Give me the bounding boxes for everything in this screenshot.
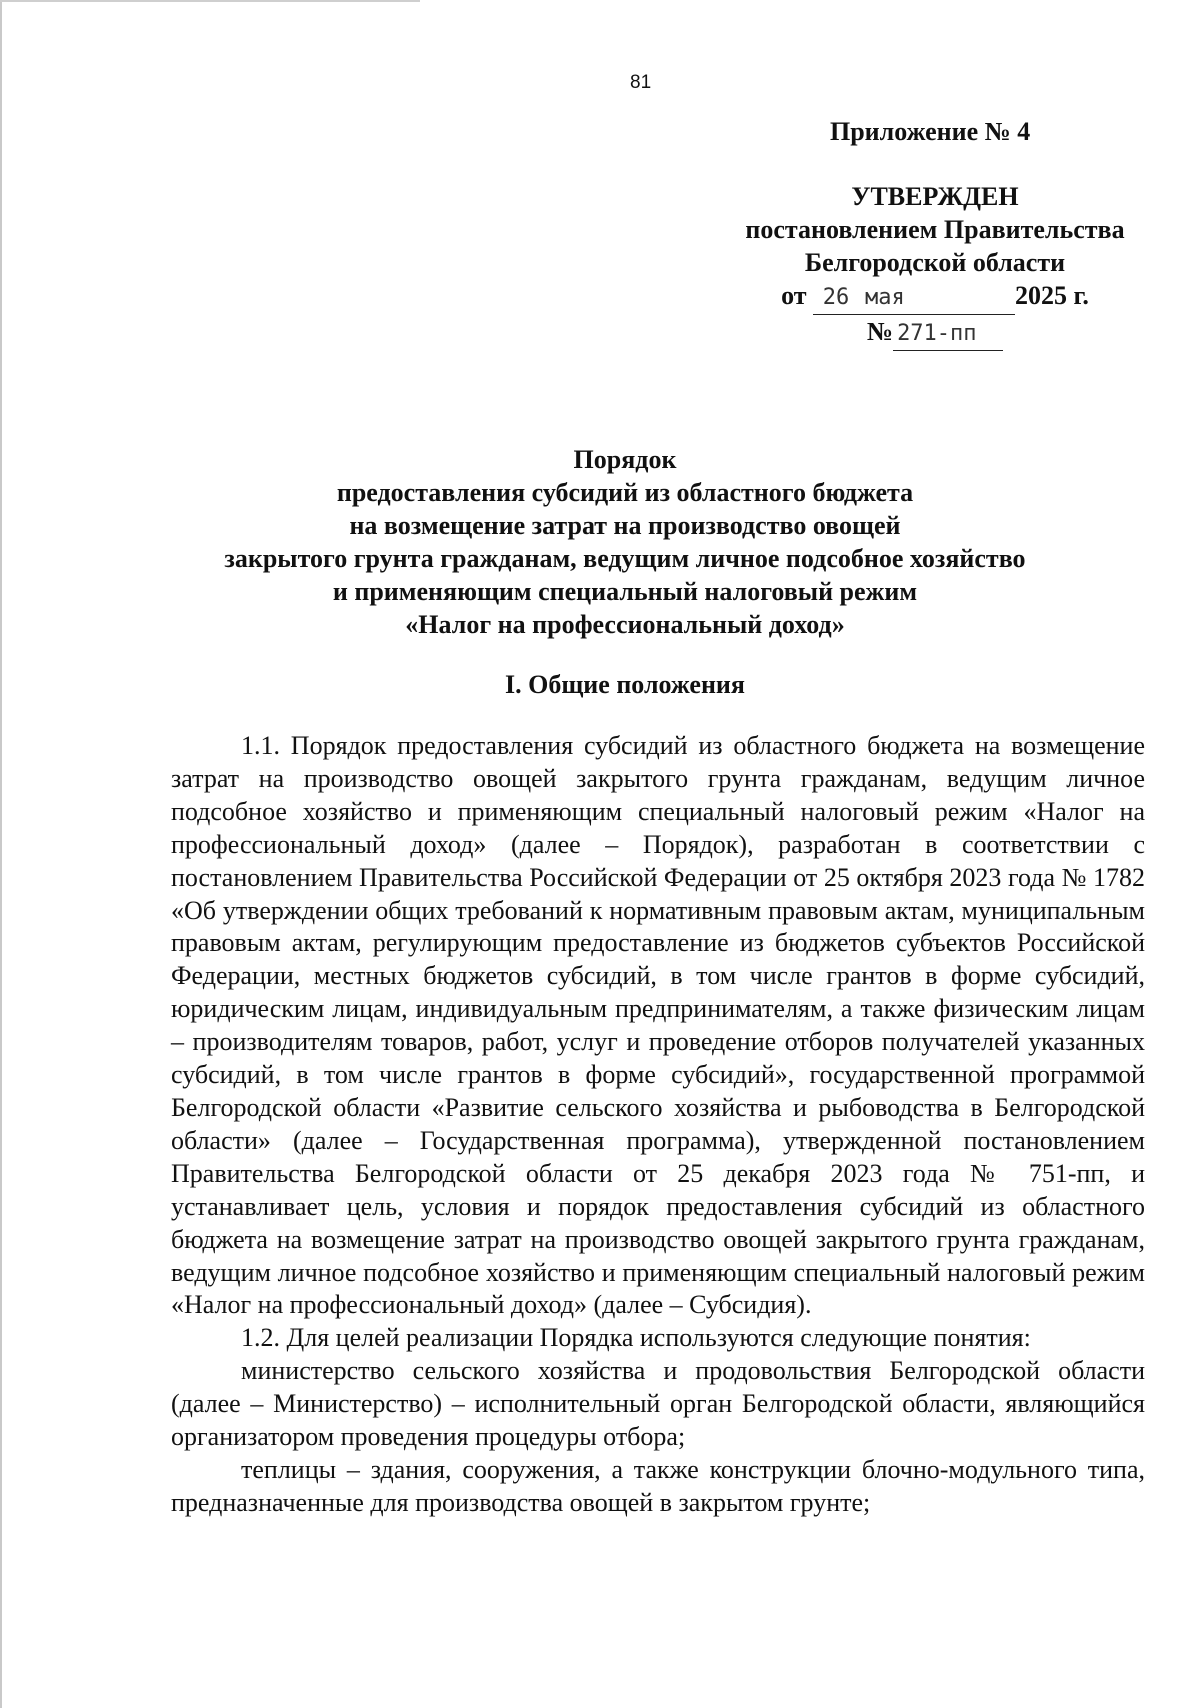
section-heading: I. Общие положения [505,670,745,699]
title-line-4: закрытого грунта гражданам, ведущим личное подсобное хозяйство [224,544,1026,573]
document-body [171,730,1145,1520]
title-line-1: Порядок [573,445,677,474]
title-line-2: предоставления субсидий из областного бюджета [336,478,914,507]
title-line-3: на возмещение затрат на производство овощей [349,511,901,540]
approval-line-1: постановлением Правительства [745,215,1125,244]
date-month-handwritten: мая [859,281,1015,315]
scan-edge-top [0,0,420,2]
title-line-5: и применяющим специальный налоговый режим [332,577,918,606]
approval-number [730,315,1140,351]
definition-ministry: министерство сельского хозяйства и продовольствия Белгородской области (далее – Министерство) – исполнительный орган Белгородской области, являющийся организатором проведения процедуры отбора; [171,1356,1145,1452]
date-year: 2025 г. [1015,281,1089,310]
approval-title: УТВЕРЖДЕН [851,182,1019,211]
paragraph-1-1: 1.1. Порядок предоставления субсидий из областного бюджета на возмещение затрат на производство овощей закрытого грунта гражданам, ведущим личное подсобное хозяйство и применяющим специальный налоговый режим «Налог на профессиональный доход» (далее – Порядок), разработан в соответствии с постановлением Правительства Российской Федерации от 25 октября 2023 года № 1782 «Об утверждении общих требований к нормативным правовым актам, муниципальным правовым актам, регулирующим предоставление из бюджетов субъектов Российской Федерации, местных бюджетов субсидий, в том числе грантов в форме субсидий, юридическим лицам, индивидуальным предпринимателям, а также физическим лицам – производителям товаров, работ, услуг и проведение отборов получателей указанных субсидий, в том числе грантов в форме субсидий», государственной программой Белгородской области «Развитие сельского хозяйства и рыбоводства в Белгородской области» (далее – Государственная программа), утвержденной постановлением Правительства Белгородской области от 25 декабря 2023 года № 751-пп, и устанавливает цель, условия и порядок предоставления субсидий из областного бюджета на возмещение затрат на производство овощей закрытого грунта гражданам, ведущим личное подсобное хозяйство и применяющим специальный налоговый режим «Налог на профессиональный доход» (далее – Субсидия). [171,731,1145,1320]
number-prefix: № [866,317,894,346]
approval-date [730,279,1140,315]
title-line-6: «Налог на профессиональный доход» [405,610,845,639]
definition-greenhouses: теплицы – здания, сооружения, а также конструкции блочно-модульного типа, предназначенные для производства овощей в закрытом грунте; [171,1454,1145,1517]
document-title [160,443,1090,641]
date-prefix: от [781,281,807,310]
date-day-handwritten: 26 [813,281,859,315]
approval-block [730,180,1140,351]
appendix-label: Приложение № 4 [830,117,1031,146]
approval-line-2: Белгородской области [804,248,1066,277]
scan-edge-left [0,0,2,1708]
paragraph-1-2: 1.2. Для целей реализации Порядка используются следующие понятия: [241,1323,1031,1353]
number-handwritten: 271-пп [893,317,1003,351]
page-number: 81 [630,72,652,93]
